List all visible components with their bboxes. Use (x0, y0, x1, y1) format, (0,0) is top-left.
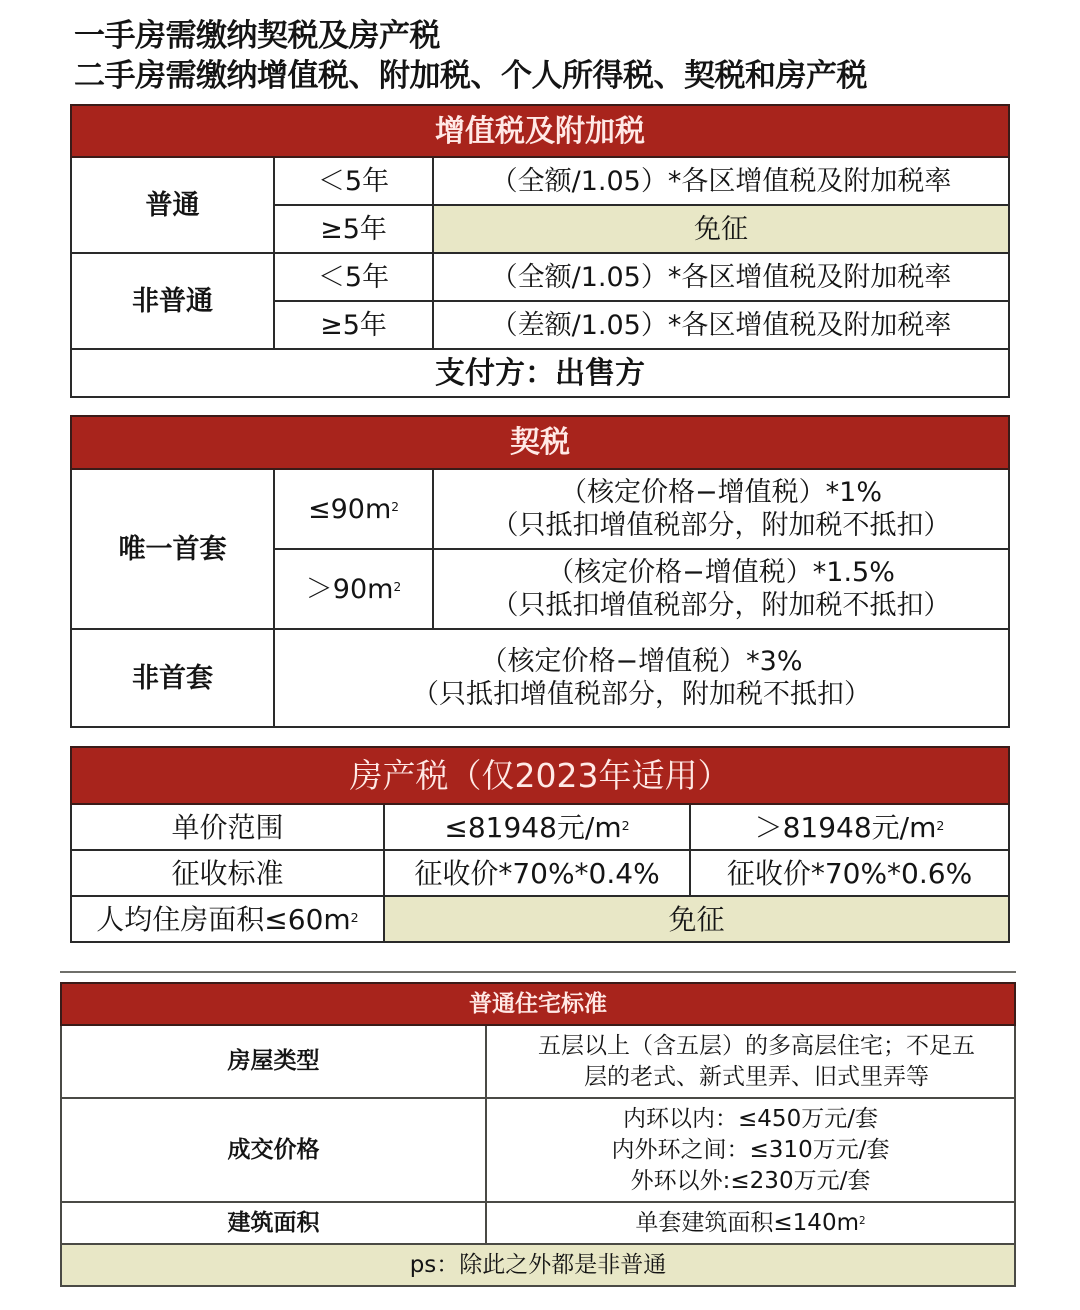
table-row (71, 157, 1009, 205)
divider (60, 971, 1016, 973)
category-non-first-home: 非首套 (71, 629, 274, 727)
table-row (71, 253, 1009, 301)
table-row (71, 804, 1009, 850)
exempt-cell: 免征 (384, 896, 1009, 942)
vat-table (70, 104, 1010, 398)
vat-table-title: 增值税及附加税 (71, 105, 1009, 157)
price-limit-value: 内环以内：≤450万元/套 内外环之间：≤310万元/套 外环以外:≤230万元/套 (486, 1098, 1015, 1202)
headline-second-hand-house: 二手房需缴纳增值税、附加税、个人所得税、契税和房产税 (74, 58, 867, 94)
price-range-high: ＞81948元$/m^2$ (690, 804, 1009, 850)
row-label: 建筑面积 (61, 1202, 486, 1244)
table-row (61, 1098, 1015, 1202)
category-non-ordinary: 非普通 (71, 253, 274, 349)
category-only-first-home: 唯一首套 (71, 469, 274, 629)
price-range-low: ≤81948元$/m^2$ (384, 804, 690, 850)
rate-low: 征收价*70%*0.4% (384, 850, 690, 896)
row-label: 房屋类型 (61, 1025, 486, 1098)
deed-tax-table (70, 415, 1010, 728)
property-tax-table-title: 房产税（仅2023年适用） (71, 747, 1009, 804)
formula-cell: （核定价格−增值税）*1.5% （只抵扣增值税部分，附加税不抵扣） (433, 549, 1009, 629)
formula-cell: （全额/1.05）*各区增值税及附加税率 (433, 157, 1009, 205)
property-tax-table (70, 746, 1010, 943)
row-label: 征收标准 (71, 850, 384, 896)
floor-area-value: 单套建筑面积$\le 140m^2$ (486, 1202, 1015, 1244)
category-ordinary: 普通 (71, 157, 274, 253)
table-row (61, 1202, 1015, 1244)
table-row (71, 469, 1009, 549)
formula-cell: （核定价格−增值税）*1% （只抵扣增值税部分，附加税不抵扣） (433, 469, 1009, 549)
table-row (71, 629, 1009, 727)
period-cell: ≥5年 (274, 301, 433, 349)
row-label: 单价范围 (71, 804, 384, 850)
row-label: 成交价格 (61, 1098, 486, 1202)
footnote: ps：除此之外都是非普通 (61, 1244, 1015, 1286)
standard-table-title: 普通住宅标准 (61, 983, 1015, 1025)
formula-cell: （全额/1.05）*各区增值税及附加税率 (433, 253, 1009, 301)
exempt-cell: 免征 (433, 205, 1009, 253)
table-row (71, 850, 1009, 896)
period-cell: ＜5年 (274, 157, 433, 205)
deed-tax-table-title: 契税 (71, 416, 1009, 469)
formula-cell: （差额/1.05）*各区增值税及附加税率 (433, 301, 1009, 349)
payer-note: 支付方：出售方 (71, 349, 1009, 397)
row-label: 人均住房面积$\le 60m^2$ (71, 896, 384, 942)
period-cell: ＜5年 (274, 253, 433, 301)
headline-new-house: 一手房需缴纳契税及房产税 (74, 18, 440, 54)
housing-type-value: 五层以上（含五层）的多高层住宅；不足五 层的老式、新式里弄、旧式里弄等 (486, 1025, 1015, 1098)
formula-cell: （核定价格−增值税）*3% （只抵扣增值税部分，附加税不抵扣） (274, 629, 1009, 727)
area-cell: $>90m^2$ (274, 549, 433, 629)
table-row (71, 896, 1009, 942)
area-cell: $\le 90m^2$ (274, 469, 433, 549)
rate-high: 征收价*70%*0.6% (690, 850, 1009, 896)
period-cell: ≥5年 (274, 205, 433, 253)
table-row (61, 1025, 1015, 1098)
ordinary-housing-standard-table (60, 982, 1016, 1287)
